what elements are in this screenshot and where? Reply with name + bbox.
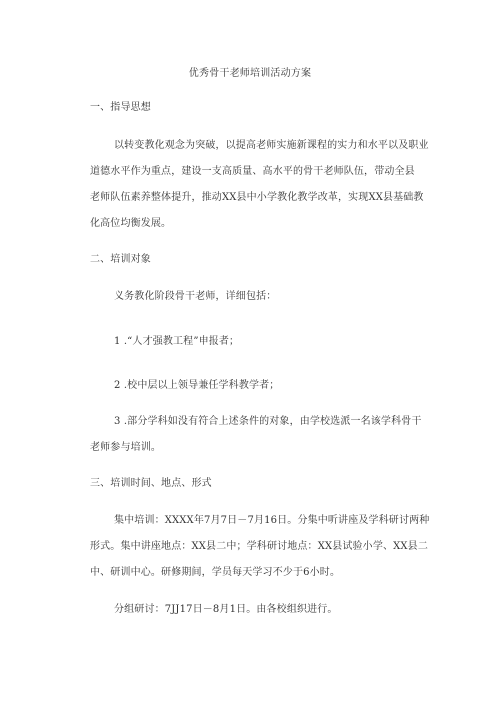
- section-heading-training-targets: 二、培训对象: [90, 254, 151, 265]
- list-item: 3 .部分学科如没有符合上述条件的对象，由学校选派一名该学科骨干: [114, 416, 422, 427]
- document-title: 优秀骨干老师培训活动方案: [188, 68, 312, 79]
- paragraph-line: 化高位均衡发展。: [90, 218, 172, 229]
- paragraph-line: 以转变教化观念为突破，以提高老师实施新课程的实力和水平以及职业: [114, 140, 429, 151]
- paragraph-line: 中、研训中心。研修期间，学员每天学习不少于6小时。: [90, 567, 341, 578]
- paragraph-line: 义务教化阶段骨干老师，详细包括：: [114, 291, 277, 302]
- paragraph-line: 道德水平作为重点，建设一支高质量、高水平的骨干老师队伍，带动全县: [90, 166, 415, 177]
- list-item: 2 .校中层以上领导兼任学科教学者；: [114, 380, 280, 391]
- paragraph-line: 形式。集中讲座地点：XX县二中；学科研讨地点：XX县试验小学、XX县二: [90, 541, 428, 552]
- paragraph-line: 老师队伍素养整体提升，推动XX县中小学教化教学改革，实现XX县基础教: [90, 192, 424, 203]
- paragraph-line: 集中培训：XXXX年7月7日－7月16日。分集中听讲座及学科研讨两种: [114, 515, 430, 526]
- section-heading-guiding-thought: 一、指导思想: [90, 102, 151, 113]
- paragraph-line: 分组研讨：7JJ17日－8月1日。由各校组织进行。: [114, 604, 338, 615]
- list-item: 1 .“人才强教工程”申报者；: [114, 336, 240, 347]
- list-item-continuation: 老师参与培训。: [90, 442, 162, 453]
- section-heading-time-place-form: 三、培训时间、地点、形式: [90, 478, 212, 489]
